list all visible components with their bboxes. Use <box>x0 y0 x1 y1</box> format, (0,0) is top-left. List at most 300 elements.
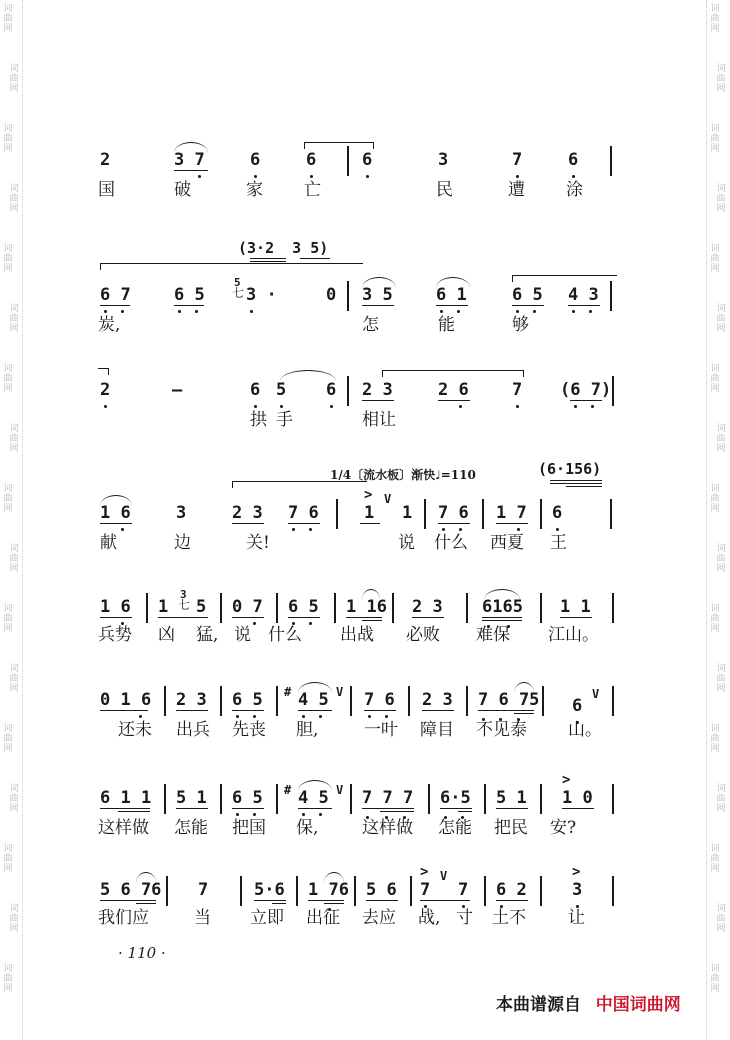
dot <box>440 310 443 313</box>
bar-line <box>166 876 168 906</box>
underline <box>496 808 528 809</box>
watermark-text: 词 曲 网 <box>3 364 13 394</box>
note: 1 76 <box>308 880 349 900</box>
watermark-text: 词 曲 网 <box>9 784 19 814</box>
bar-line <box>276 593 278 623</box>
note: 1 6 <box>100 597 131 617</box>
breath-mark: V <box>384 492 392 506</box>
underline <box>360 523 380 524</box>
lyric: 我们应 <box>98 908 149 928</box>
dot <box>457 310 460 313</box>
underline <box>568 305 600 306</box>
note: 1 1 <box>560 597 591 617</box>
lyric: 一叶 <box>364 720 398 740</box>
bar-line <box>392 593 394 623</box>
note: 3 · <box>246 285 277 305</box>
lyric: 当 <box>194 908 211 928</box>
watermark-text: 词 曲 网 <box>3 244 13 274</box>
underline <box>362 400 394 401</box>
watermark-text: 词 曲 网 <box>716 664 726 694</box>
breath-mark: V <box>592 687 600 701</box>
underline <box>496 523 528 524</box>
breath-mark: V <box>336 783 344 797</box>
underline <box>422 710 454 711</box>
underline <box>438 523 470 524</box>
dot <box>385 715 388 718</box>
note: 6 <box>326 380 337 400</box>
dot <box>253 813 256 816</box>
note: 3 <box>572 880 583 900</box>
tie <box>100 263 363 270</box>
lyric: 必败 <box>406 625 440 645</box>
underline <box>496 900 528 901</box>
note: 6 <box>552 503 563 523</box>
bar-line <box>540 499 542 529</box>
note: 2 <box>100 150 111 170</box>
underline <box>412 617 444 618</box>
watermark-text: 词 曲 网 <box>9 664 19 694</box>
lyric: 说 <box>234 625 251 645</box>
watermark-text: 词 曲 网 <box>716 304 726 334</box>
note: 6 <box>250 380 261 400</box>
dot <box>556 528 559 531</box>
bar-line <box>610 146 612 176</box>
dot <box>517 528 520 531</box>
underline <box>288 617 320 618</box>
lyric: 安? <box>550 818 577 838</box>
underline <box>254 900 286 901</box>
accent-mark: > <box>572 864 581 880</box>
dot <box>574 405 577 408</box>
note: 7 6 <box>288 503 319 523</box>
bar-line <box>610 499 612 529</box>
bar-line <box>612 376 614 406</box>
note: 6 <box>568 150 579 170</box>
underline <box>174 305 204 306</box>
watermark-text: 词 曲 网 <box>9 184 19 214</box>
lyric: 关! <box>246 533 270 553</box>
lyric: 难保 <box>476 625 510 645</box>
dot <box>319 813 322 816</box>
dot <box>121 528 124 531</box>
tempo-marking: 1/4〔流水板〕渐快♩=110 <box>330 468 476 482</box>
lyric: 把国 <box>232 818 266 838</box>
lyric: 胆, <box>296 720 319 740</box>
underline <box>570 400 602 401</box>
bar-line <box>347 281 349 311</box>
lyric: 边 <box>174 533 191 553</box>
underline <box>478 710 534 711</box>
underline <box>364 710 396 711</box>
note: 5 1 <box>496 788 527 808</box>
accent-mark: > <box>562 772 571 788</box>
watermark-text: 词 曲 网 <box>710 364 720 394</box>
underline <box>232 710 264 711</box>
watermark-text: 词 曲 网 <box>3 604 13 634</box>
watermark-text: 词 曲 网 <box>3 484 13 514</box>
dot <box>459 528 462 531</box>
lyric: 炭, <box>98 315 121 335</box>
lyric: 保, <box>296 818 319 838</box>
underline <box>232 808 264 809</box>
note: 5 6 76 <box>100 880 162 900</box>
note: 6 2 <box>496 880 527 900</box>
lyric: 山。 <box>568 720 602 740</box>
underline <box>514 713 534 714</box>
dot <box>366 175 369 178</box>
lyric: 家 <box>246 180 263 200</box>
underline <box>566 486 602 487</box>
dot <box>572 175 575 178</box>
lyric: 王 <box>550 533 567 553</box>
breath-mark: V <box>336 685 344 699</box>
watermark-text: 词 曲 网 <box>9 544 19 574</box>
watermark-text: 词 曲 网 <box>716 784 726 814</box>
bar-line <box>466 686 468 716</box>
tie <box>232 481 367 488</box>
note: 6165 <box>482 597 523 617</box>
bar-line <box>610 281 612 311</box>
lyric: 凶 <box>158 625 175 645</box>
underline <box>272 903 286 904</box>
note: 1 0 <box>562 788 593 808</box>
watermark-text: 词 曲 网 <box>710 484 720 514</box>
underline <box>438 400 470 401</box>
note: 0 <box>326 285 337 305</box>
underline <box>458 811 472 812</box>
note: 5 <box>276 380 287 400</box>
watermark-text: 词 曲 网 <box>716 904 726 934</box>
lyric: 去应 <box>362 908 396 928</box>
accent-mark: > <box>364 487 373 503</box>
note: 7 6 <box>438 503 469 523</box>
bar-line <box>612 686 614 716</box>
dot <box>368 715 371 718</box>
bar-line <box>220 784 222 814</box>
underline <box>440 808 472 809</box>
bar-line <box>276 784 278 814</box>
note: 7 <box>420 880 431 900</box>
note: 2 <box>100 380 111 400</box>
right-margin-strip <box>706 0 729 1040</box>
note: 2 3 <box>422 690 453 710</box>
bar-line <box>146 593 148 623</box>
bar-line <box>428 784 430 814</box>
lyric: 先丧 <box>232 720 266 740</box>
dot <box>198 175 201 178</box>
watermark-text: 词 曲 网 <box>716 184 726 214</box>
bar-line <box>354 876 356 906</box>
bar-line <box>540 593 542 623</box>
accent-mark: > <box>420 864 429 880</box>
watermark-text: 词 曲 网 <box>3 724 13 754</box>
underline <box>136 903 156 904</box>
note: 0 7 <box>232 597 263 617</box>
bar-line <box>350 686 352 716</box>
note: 1 <box>364 503 375 523</box>
bar-line <box>334 593 336 623</box>
watermark-text: 词 曲 网 <box>9 424 19 454</box>
left-margin-strip <box>0 0 23 1040</box>
lyric: 出战 <box>340 625 374 645</box>
watermark-text: 词 曲 网 <box>9 304 19 334</box>
note: 5 6 <box>366 880 397 900</box>
dot <box>302 715 305 718</box>
underline <box>562 808 594 809</box>
underline <box>288 523 320 524</box>
lyric: 怎 <box>362 315 379 335</box>
dot <box>330 405 333 408</box>
dot <box>309 528 312 531</box>
watermark-text: 词 曲 网 <box>716 544 726 574</box>
dot <box>280 405 283 408</box>
note: 6 1 1 <box>100 788 152 808</box>
note: 1 <box>158 597 169 617</box>
tie <box>98 368 109 375</box>
note: 5·6 <box>254 880 285 900</box>
note: 0 1 6 <box>100 690 152 710</box>
watermark-text: 词 曲 网 <box>716 64 726 94</box>
dot <box>250 310 253 313</box>
source-label: 本曲谱源自 <box>496 995 581 1014</box>
lyric: 能 <box>438 315 455 335</box>
watermark-text: 词 曲 网 <box>710 724 720 754</box>
grace-mark: 七 <box>232 286 245 300</box>
underline <box>512 305 544 306</box>
bar-line <box>164 686 166 716</box>
note: 1 16 <box>346 597 387 617</box>
note: 6 <box>250 150 261 170</box>
sharp-sign: # <box>284 783 292 797</box>
dot <box>195 310 198 313</box>
grace-note: 5 <box>234 276 241 289</box>
underline <box>380 811 414 812</box>
note: — <box>172 380 183 400</box>
dot <box>104 310 107 313</box>
note: 1 6 <box>100 503 131 523</box>
underline <box>100 808 150 809</box>
dot <box>533 310 536 313</box>
lyric: 相让 <box>362 410 396 430</box>
bar-line <box>410 876 412 906</box>
underline <box>100 617 132 618</box>
bar-line <box>408 686 410 716</box>
dot <box>253 622 256 625</box>
dot <box>516 310 519 313</box>
underline <box>232 523 264 524</box>
dot <box>254 405 257 408</box>
dot <box>254 175 257 178</box>
underline <box>346 617 382 618</box>
dot <box>178 310 181 313</box>
note: 6 <box>572 696 583 716</box>
lyric: 兵势 <box>98 625 132 645</box>
note: 2 6 <box>438 380 469 400</box>
bar-line <box>612 784 614 814</box>
underline <box>118 811 150 812</box>
note: 6 5 <box>174 285 205 305</box>
underline <box>420 900 470 901</box>
note: 1 7 <box>496 503 527 523</box>
bar-line <box>220 686 222 716</box>
note: 7 <box>198 880 209 900</box>
lyric: 涂 <box>566 180 583 200</box>
watermark-text: 词 曲 网 <box>710 604 720 634</box>
note: 4 3 <box>568 285 599 305</box>
note: 1 <box>402 503 413 523</box>
dot <box>516 405 519 408</box>
note: 7 <box>512 150 523 170</box>
underline <box>100 900 156 901</box>
bar-line <box>276 686 278 716</box>
note: 2 3 <box>232 503 263 523</box>
dot <box>302 813 305 816</box>
underline <box>174 170 208 171</box>
bar-line <box>612 876 614 906</box>
note: 4 5 <box>298 788 329 808</box>
lyric: 猛, <box>196 625 219 645</box>
underline <box>362 620 382 621</box>
underline <box>232 617 264 618</box>
underline <box>158 617 208 618</box>
note: 7 6 75 <box>478 690 540 710</box>
lyric: 怎能 <box>174 818 208 838</box>
bar-line <box>347 146 349 176</box>
underline <box>550 480 602 481</box>
bar-line <box>484 784 486 814</box>
underline <box>176 808 208 809</box>
watermark-text: 词 曲 网 <box>3 124 13 154</box>
note: (6 7) <box>560 380 612 400</box>
instrumental-interlude: (3·2 3 5) <box>238 239 329 257</box>
note: 7 <box>512 380 523 400</box>
underline <box>100 305 130 306</box>
dot <box>310 175 313 178</box>
bar-line <box>164 784 166 814</box>
underline <box>300 258 330 259</box>
note: 7 6 <box>364 690 395 710</box>
dot <box>589 310 592 313</box>
lyric: 亡 <box>304 180 321 200</box>
lyric: 把民 <box>494 818 528 838</box>
note: 6 <box>306 150 317 170</box>
lyric: 说 <box>398 533 415 553</box>
dot <box>516 175 519 178</box>
bar-line <box>336 499 338 529</box>
dot <box>442 528 445 531</box>
dot <box>309 622 312 625</box>
underline <box>324 903 344 904</box>
sharp-sign: # <box>284 685 292 699</box>
instrumental-interlude: (6·156) <box>538 460 602 478</box>
watermark-text: 词 曲 网 <box>710 964 720 994</box>
note: 2 3 <box>362 380 393 400</box>
note: 2 3 <box>412 597 443 617</box>
underline <box>250 258 286 259</box>
note: 2 3 <box>176 690 207 710</box>
lyric: 民 <box>436 180 453 200</box>
note: 6 5 <box>232 788 263 808</box>
dot <box>104 405 107 408</box>
underline <box>482 617 522 618</box>
dot <box>292 528 295 531</box>
lyric: 手 <box>276 410 293 430</box>
bar-line <box>347 376 349 406</box>
dot <box>591 405 594 408</box>
note: 3 5 <box>362 285 393 305</box>
lyric: 国 <box>98 180 115 200</box>
watermark-text: 词 曲 网 <box>3 844 13 874</box>
dot <box>139 715 142 718</box>
note: 5 <box>196 597 207 617</box>
note: 7 7 7 <box>362 788 414 808</box>
grace-note: 3 <box>180 588 187 601</box>
note: 4 5 <box>298 690 329 710</box>
bar-line <box>542 686 544 716</box>
note: 6 5 <box>288 597 319 617</box>
watermark-text: 词 曲 网 <box>710 4 720 34</box>
breath-mark: V <box>440 869 448 883</box>
bar-line <box>240 876 242 906</box>
dot <box>121 310 124 313</box>
note: 6·5 <box>440 788 471 808</box>
lyric: 西夏 <box>490 533 524 553</box>
underline <box>482 620 522 621</box>
underline <box>550 483 602 484</box>
note: 6 5 <box>512 285 543 305</box>
lyric: 破 <box>174 180 191 200</box>
lyric: 献 <box>100 533 117 553</box>
lyric: 让 <box>568 908 585 928</box>
note: 6 5 <box>232 690 263 710</box>
underline <box>176 710 208 711</box>
source-footer <box>496 990 681 1015</box>
tie <box>512 275 617 282</box>
underline <box>560 617 592 618</box>
watermark-text: 词 曲 网 <box>710 124 720 154</box>
watermark-text: 词 曲 网 <box>710 844 720 874</box>
tie <box>304 142 374 149</box>
lyric: 怎能 <box>438 818 472 838</box>
lyric: 这样做 <box>362 818 413 838</box>
underline <box>362 808 414 809</box>
bar-line <box>466 593 468 623</box>
underline <box>100 710 148 711</box>
grace-mark: 七 <box>178 598 191 612</box>
bar-line <box>482 499 484 529</box>
underline <box>308 900 344 901</box>
bar-line <box>484 876 486 906</box>
underline <box>250 261 286 262</box>
site-name-link[interactable]: 中国词曲网 <box>595 995 681 1014</box>
dot <box>236 715 239 718</box>
lyric: 立即 <box>250 908 284 928</box>
lyric: 江山。 <box>548 625 599 645</box>
watermark-text: 词 曲 网 <box>716 424 726 454</box>
lyric: 拱 <box>250 410 267 430</box>
lyric: 遭 <box>508 180 525 200</box>
lyric: 障目 <box>420 720 454 740</box>
tie <box>382 370 524 377</box>
underline <box>366 900 398 901</box>
bar-line <box>296 876 298 906</box>
note: 6 <box>362 150 373 170</box>
watermark-text: 词 曲 网 <box>3 4 13 34</box>
watermark-text: 词 曲 网 <box>3 964 13 994</box>
bar-line <box>350 784 352 814</box>
note: 3 <box>438 150 449 170</box>
bar-line <box>220 593 222 623</box>
